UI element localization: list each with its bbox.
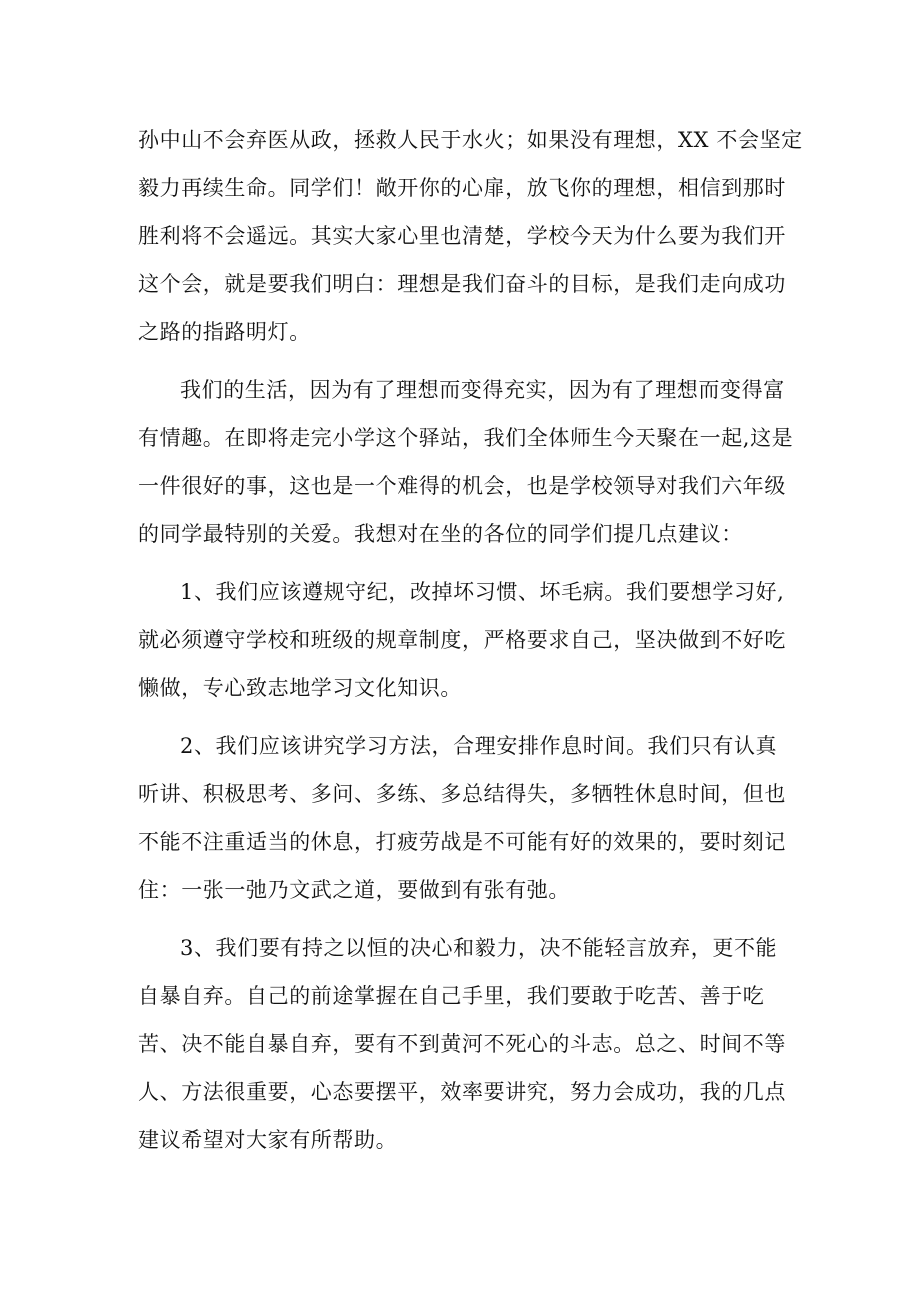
text-line: 住：一张一弛乃文武之道，要做到有张有弛。 — [138, 878, 570, 902]
text-line: 3、我们要有持之以恒的决心和毅力，决不能轻言放弃，更不能 — [180, 936, 778, 960]
text-line: 建议希望对大家有所帮助。 — [138, 1128, 398, 1152]
text-line: 2、我们应该讲究学习方法，合理安排作息时间。我们只有认真 — [180, 734, 778, 758]
text-line: 不能不注重适当的休息，打疲劳战是不可能有好的效果的，要时刻记 — [138, 830, 786, 854]
text-line: 有情趣。在即将走完小学这个驿站，我们全体师生今天聚在一起,这是 — [138, 426, 794, 450]
paragraph-1 — [138, 116, 803, 356]
text-line: 胜利将不会遥远。其实大家心里也清楚，学校今天为什么要为我们开 — [138, 224, 786, 248]
text-line: 听讲、积极思考、多问、多练、多总结得失，多牺牲休息时间，但也 — [138, 782, 786, 806]
text-line: 自暴自弃。自己的前途掌握在自己手里，我们要敢于吃苦、善于吃 — [138, 984, 765, 1008]
text-line: 苦、决不能自暴自弃，要有不到黄河不死心的斗志。总之、时间不等 — [138, 1032, 786, 1056]
text-line: 一件很好的事，这也是一个难得的机会，也是学校领导对我们六年级 — [138, 474, 786, 498]
text-line: 人、方法很重要，心态要摆平，效率要讲究，努力会成功，我的几点 — [138, 1080, 786, 1104]
text-line: 之路的指路明灯。 — [138, 320, 311, 344]
paragraph-suggestion-3 — [138, 924, 794, 1164]
text-line: 孙中山不会弃医从政，拯救人民于水火；如果没有理想，XX 不会坚定 — [138, 128, 803, 152]
text-line: 懒做，专心致志地学习文化知识。 — [138, 676, 462, 700]
paragraph-suggestion-2 — [138, 722, 794, 914]
text-line: 的同学最特别的关爱。我想对在坐的各位的同学们提几点建议： — [138, 522, 743, 546]
text-line: 我们的生活，因为有了理想而变得充实，因为有了理想而变得富 — [180, 378, 785, 402]
text-line: 这个会，就是要我们明白：理想是我们奋斗的目标，是我们走向成功 — [138, 272, 786, 296]
text-line: 1、我们应该遵规守纪，改掉坏习惯、坏毛病。我们要想学习好, — [180, 580, 785, 604]
text-line: 就必须遵守学校和班级的规章制度，严格要求自己，坚决做到不好吃 — [138, 628, 786, 652]
text-line: 毅力再续生命。同学们！敞开你的心扉，放飞你的理想，相信到那时 — [138, 176, 786, 200]
paragraph-2 — [138, 366, 794, 558]
paragraph-suggestion-1 — [138, 568, 794, 712]
document-body — [138, 116, 803, 1174]
